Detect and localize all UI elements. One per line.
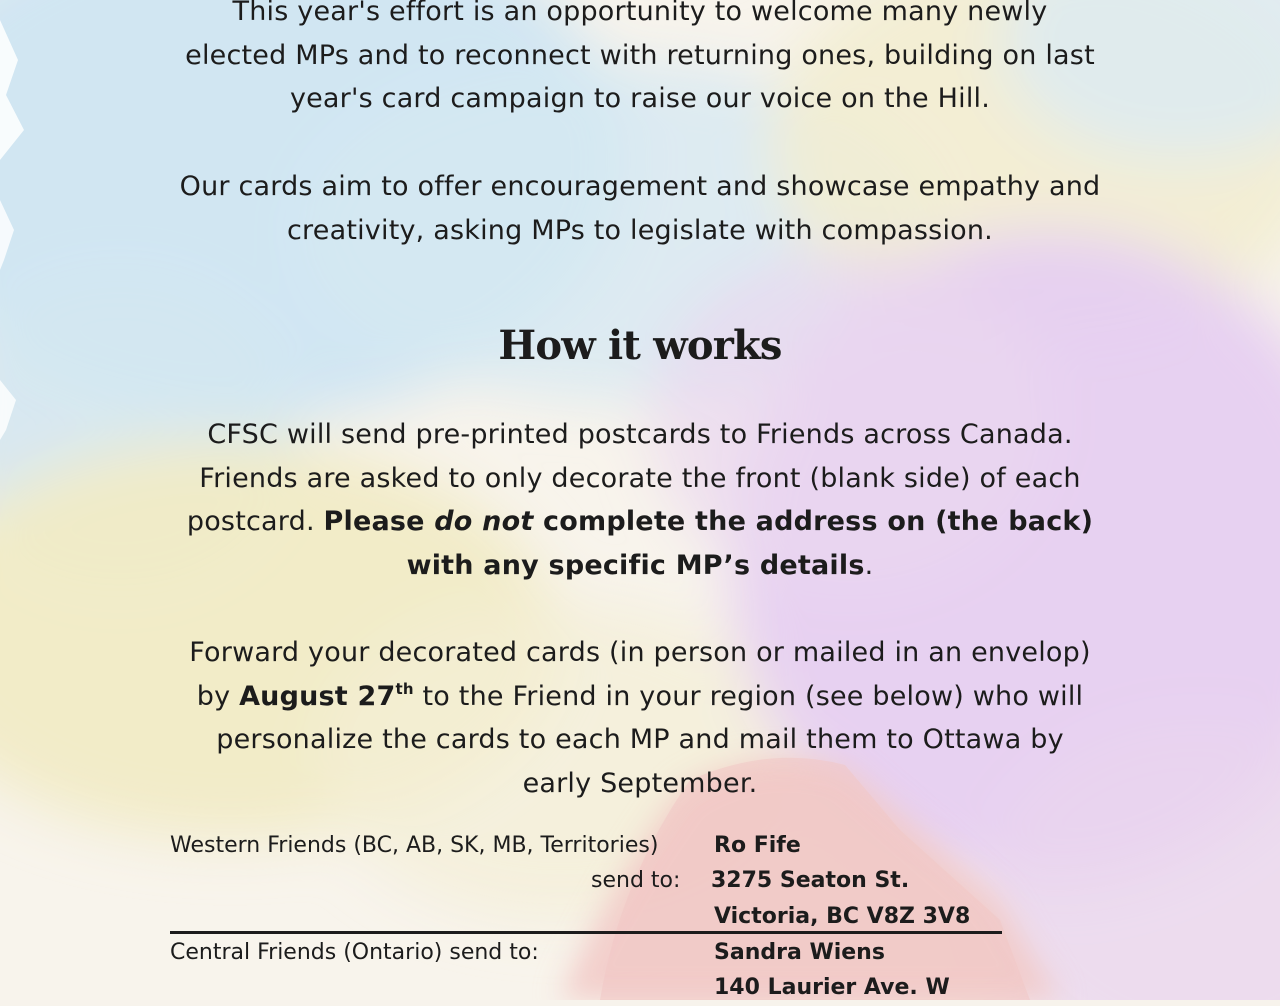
send-to-label: send to: bbox=[591, 868, 681, 893]
intro-line: This year's effort is an opportunity to welcome many newly bbox=[232, 0, 1048, 27]
intro-paragraph-2 bbox=[140, 165, 1140, 252]
contact-address-line: 3275 Seaton St. bbox=[711, 868, 910, 893]
intro-line: year's card campaign to raise our voice on the Hill. bbox=[289, 83, 991, 115]
contact-address-line: Victoria, BC V8Z 3V8 bbox=[714, 904, 971, 929]
warning-rest: complete the address on (the back) bbox=[533, 506, 1094, 538]
period: . bbox=[864, 550, 874, 582]
how-line: postcard. bbox=[186, 506, 324, 538]
section-heading: How it works bbox=[498, 322, 782, 369]
region-label-western: Western Friends (BC, AB, SK, MB, Territories) bbox=[170, 833, 659, 858]
how-line: personalize the cards to each MP and mail them to Ottawa by bbox=[216, 724, 1064, 756]
how-line: early September. bbox=[522, 768, 758, 800]
warning-text bbox=[324, 506, 1094, 537]
contact-name-western: Ro Fife bbox=[714, 833, 801, 858]
deadline-date-text: August 27 bbox=[239, 680, 396, 712]
intro-line: creativity, asking MPs to legislate with compassion. bbox=[287, 214, 993, 246]
contact-name-central: Sandra Wiens bbox=[714, 940, 885, 965]
warning-line-4: with any specific MP’s details bbox=[406, 550, 865, 582]
intro-paragraph-1 bbox=[140, 0, 1140, 121]
how-line: by bbox=[196, 680, 240, 712]
warning-please: Please bbox=[323, 506, 435, 538]
warning-emphasis: do not bbox=[434, 506, 534, 538]
contact-address-line: 140 Laurier Ave. W bbox=[714, 975, 950, 1000]
how-line: Forward your decorated cards (in person or mailed in an envelop) bbox=[189, 637, 1091, 668]
how-line: CFSC will send pre-printed postcards to Friends across Canada. bbox=[207, 419, 1073, 450]
how-line: to the Friend in your region (see below) who will bbox=[413, 680, 1084, 712]
intro-line: Our cards aim to offer encouragement and showcase empathy and bbox=[179, 171, 1101, 202]
deadline-date bbox=[239, 681, 414, 712]
intro-line: elected MPs and to reconnect with returning ones, building on last bbox=[185, 39, 1095, 71]
divider bbox=[170, 931, 1002, 934]
how-paragraph-2 bbox=[140, 631, 1140, 806]
how-paragraph-1 bbox=[140, 413, 1140, 588]
deadline-date-suffix: th bbox=[395, 679, 414, 698]
how-line: Friends are asked to only decorate the front (blank side) of each bbox=[199, 462, 1081, 494]
region-label-central: Central Friends (Ontario) send to: bbox=[170, 940, 539, 965]
